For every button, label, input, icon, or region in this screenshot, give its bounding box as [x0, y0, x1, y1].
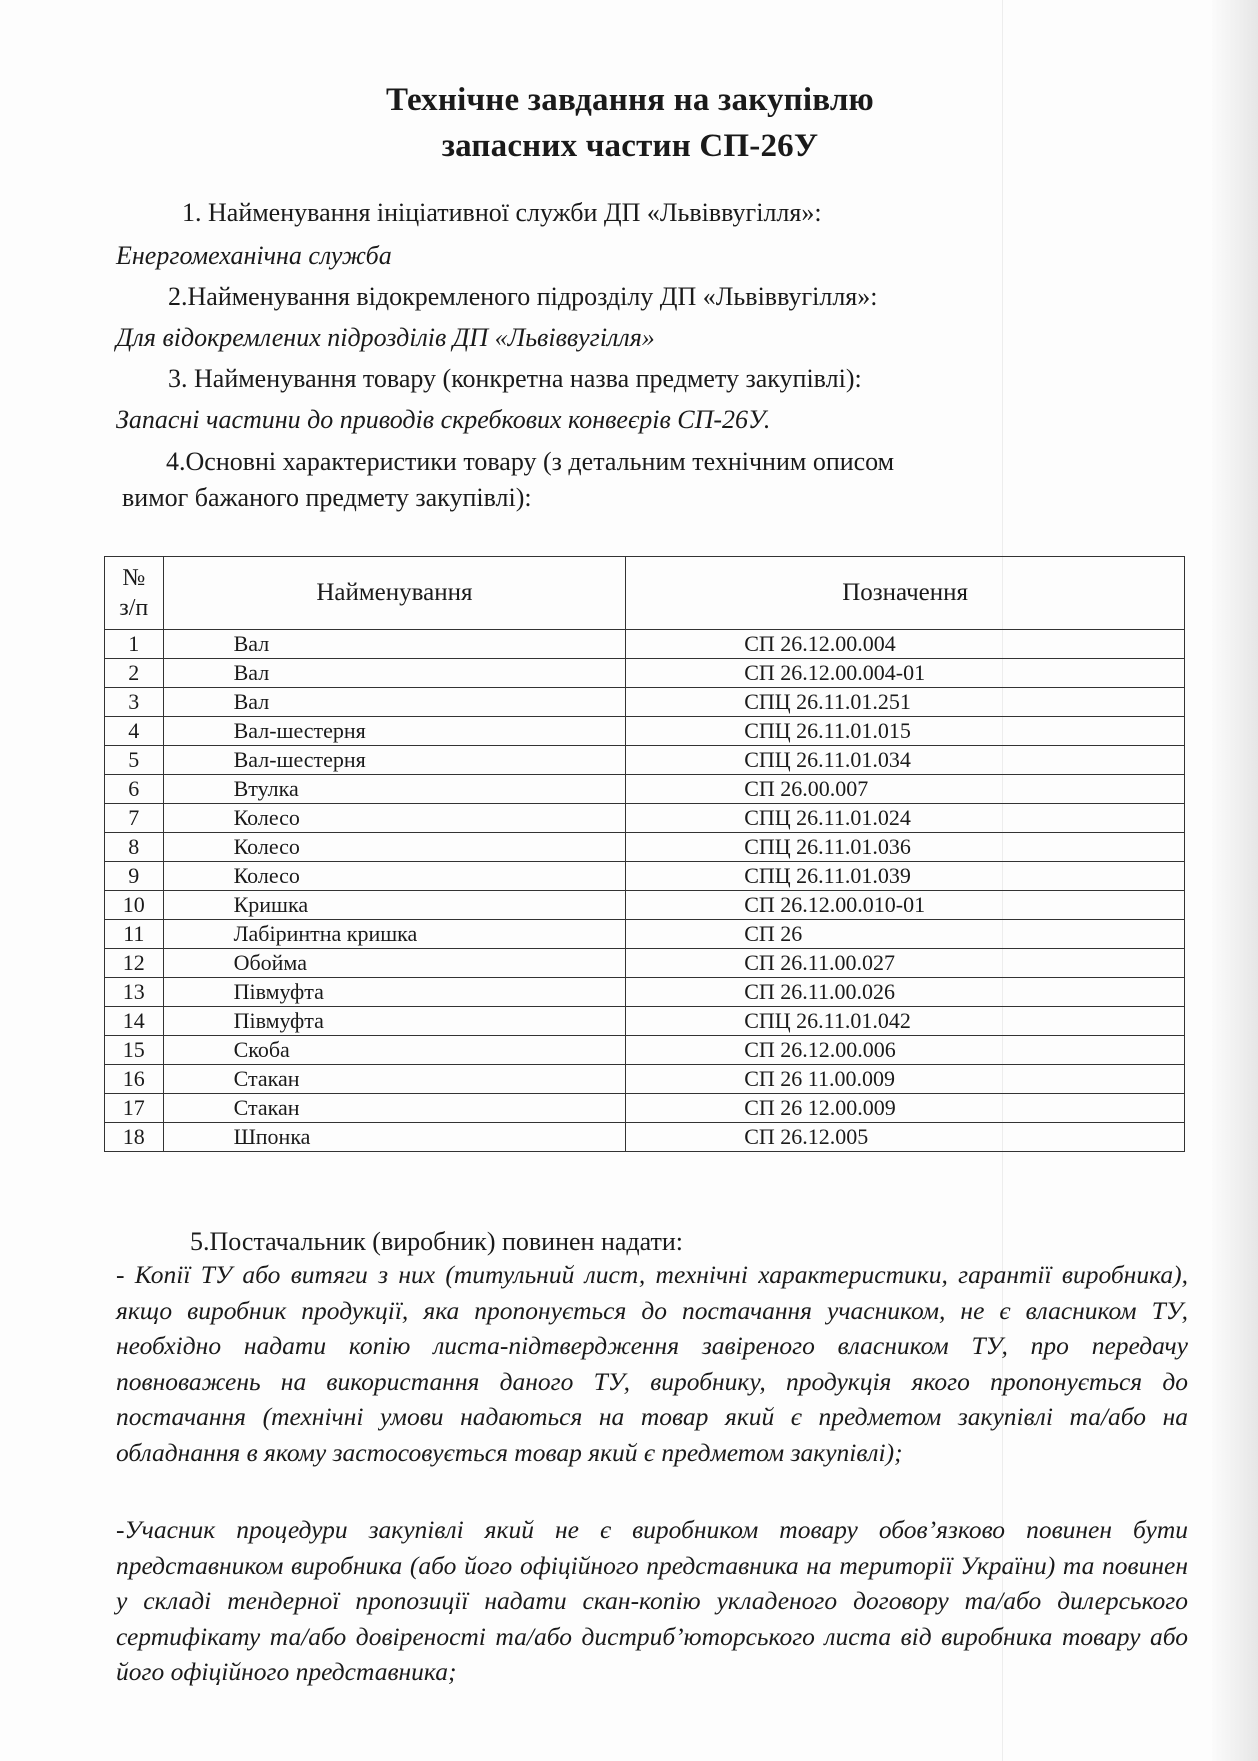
table-row: [105, 833, 1185, 862]
table-row: [105, 630, 1185, 659]
row-number: 8: [105, 833, 164, 862]
row-designation: СП 26.12.00.006: [626, 1036, 1185, 1065]
section4-label-line1: 4.Основні характеристики товару (з детальним технічним описом: [166, 447, 895, 476]
table-body: [105, 630, 1185, 1152]
row-name: Стакан: [163, 1094, 626, 1123]
header-number: [105, 557, 164, 630]
section5-paragraph2: -Учасник процедури закупівлі який не є виробником товару обов’язково повинен бути представником виробника (або його офіційного представника на території України) та повинен у складі тендерної пропозиції надати скан-копію укладеного договору та/або дилерського сертифікату та/або довіреності та/або дистриб’юторського листа від виробника товару або його офіційного представника;: [116, 1515, 1188, 1686]
row-number: 5: [105, 746, 164, 775]
section2-label: 2.Найменування відокремленого підрозділу ДП «Львіввугілля»:: [168, 282, 878, 311]
table-row: [105, 920, 1185, 949]
row-designation: СПЦ 26.11.01.036: [626, 833, 1185, 862]
row-name: Скоба: [163, 1036, 626, 1065]
row-name: Вал: [163, 688, 626, 717]
row-designation: СПЦ 26.11.01.015: [626, 717, 1185, 746]
row-name: Вал-шестерня: [163, 717, 626, 746]
row-name: Лабіринтна кришка: [163, 920, 626, 949]
row-number: 12: [105, 949, 164, 978]
section1-value: Енергомеханічна служба: [116, 241, 392, 270]
section3-value: Запасні частини до приводів скребкових конвеєрів СП-26У.: [116, 405, 771, 434]
table-row: [105, 1123, 1185, 1152]
section4-label-line2: вимог бажаного предмету закупівлі):: [122, 483, 532, 512]
row-designation: СПЦ 26.11.01.042: [626, 1007, 1185, 1036]
table-row: [105, 1007, 1185, 1036]
spare-parts-table: [104, 556, 1185, 1152]
row-number: 4: [105, 717, 164, 746]
row-number: 15: [105, 1036, 164, 1065]
header-name: Найменування: [163, 557, 626, 630]
row-name: Півмуфта: [163, 1007, 626, 1036]
header-number-abbr: з/п: [119, 595, 149, 621]
row-name: Обойма: [163, 949, 626, 978]
row-designation: СП 26.00.007: [626, 775, 1185, 804]
row-number: 18: [105, 1123, 164, 1152]
row-name: Колесо: [163, 862, 626, 891]
section5-label: 5.Постачальник (виробник) повинен надати:: [190, 1227, 683, 1256]
row-name: Вал-шестерня: [163, 746, 626, 775]
section2-value: Для відокремлених підрозділів ДП «Львіввугілля»: [116, 323, 655, 352]
table-header-row: [105, 557, 1185, 630]
row-number: 16: [105, 1065, 164, 1094]
section5-paragraph1: - Копії ТУ або витяги з них (титульний лист, технічні характеристики, гарантії виробника), якщо виробник продукції, яка пропонується до постачання учасником, не є власником ТУ, необхідно надати копію листа-підтвердження завіреного власником ТУ, про передачу повноважень на використання даного ТУ, виробнику, продукція якого пропонується до постачання (технічні умови надаються на товар який є предметом закупівлі та/або на обладнання в якому застосовується товар який є предметом закупівлі);: [116, 1260, 1188, 1467]
table-row: [105, 1036, 1185, 1065]
row-designation: СПЦ 26.11.01.034: [626, 746, 1185, 775]
header-designation: Позначення: [626, 557, 1185, 630]
table-row: [105, 1065, 1185, 1094]
table-row: [105, 1094, 1185, 1123]
row-designation: СП 26.11.00.027: [626, 949, 1185, 978]
row-name: Шпонка: [163, 1123, 626, 1152]
row-designation: СП 26 12.00.009: [626, 1094, 1185, 1123]
row-name: Кришка: [163, 891, 626, 920]
document-title-line2: запасних частин СП-26У: [441, 128, 819, 164]
table-row: [105, 891, 1185, 920]
row-number: 9: [105, 862, 164, 891]
table-row: [105, 949, 1185, 978]
table-row: [105, 862, 1185, 891]
table-row: [105, 978, 1185, 1007]
row-number: 13: [105, 978, 164, 1007]
row-name: Півмуфта: [163, 978, 626, 1007]
row-designation: СП 26.12.00.010-01: [626, 891, 1185, 920]
row-designation: СП 26.11.00.026: [626, 978, 1185, 1007]
table-row: [105, 746, 1185, 775]
row-number: 2: [105, 659, 164, 688]
row-designation: СП 26.12.005: [626, 1123, 1185, 1152]
header-number-sign: №: [122, 565, 146, 591]
document-title-line1: Технічне завдання на закупівлю: [386, 82, 874, 118]
table-row: [105, 804, 1185, 833]
row-name: Вал: [163, 630, 626, 659]
row-designation: СП 26: [626, 920, 1185, 949]
row-designation: СПЦ 26.11.01.024: [626, 804, 1185, 833]
row-number: 11: [105, 920, 164, 949]
table-row: [105, 775, 1185, 804]
row-designation: СП 26.12.00.004: [626, 630, 1185, 659]
table-row: [105, 659, 1185, 688]
scan-edge-shadow: [1212, 0, 1258, 1761]
row-name: Колесо: [163, 833, 626, 862]
row-designation: СПЦ 26.11.01.039: [626, 862, 1185, 891]
row-name: Колесо: [163, 804, 626, 833]
row-number: 10: [105, 891, 164, 920]
row-number: 3: [105, 688, 164, 717]
section3-label: 3. Найменування товару (конкретна назва предмету закупівлі):: [168, 364, 862, 393]
row-designation: СПЦ 26.11.01.251: [626, 688, 1185, 717]
row-number: 17: [105, 1094, 164, 1123]
row-number: 6: [105, 775, 164, 804]
row-designation: СП 26 11.00.009: [626, 1065, 1185, 1094]
row-name: Стакан: [163, 1065, 626, 1094]
row-designation: СП 26.12.00.004-01: [626, 659, 1185, 688]
table-row: [105, 688, 1185, 717]
row-name: Вал: [163, 659, 626, 688]
row-number: 1: [105, 630, 164, 659]
section1-label: 1. Найменування ініціативної служби ДП «Львіввугілля»:: [182, 198, 822, 227]
table-row: [105, 717, 1185, 746]
row-number: 7: [105, 804, 164, 833]
row-number: 14: [105, 1007, 164, 1036]
row-name: Втулка: [163, 775, 626, 804]
